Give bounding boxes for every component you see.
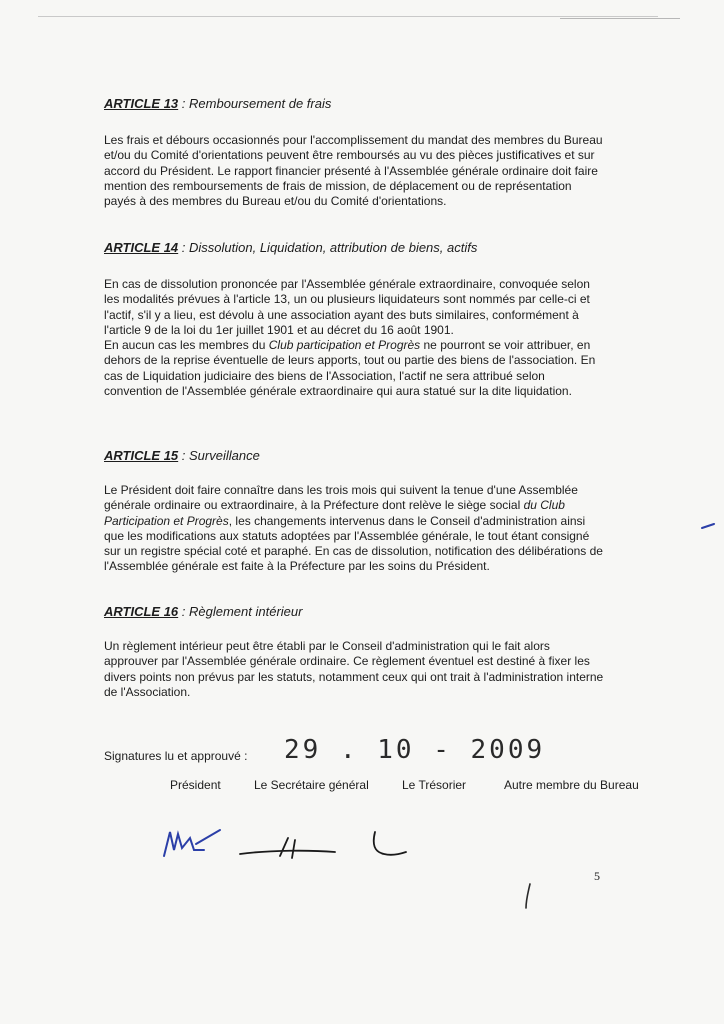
text-run: Les frais et débours occasionnés pour l'accomplissement du mandat des membres du Bureau et/ou du Comité d'orientations peuvent être remboursés au vu des pièces justificatives et sur accord du Président. Le rapport financier présenté à l'Assemblée générale ordinaire doit faire mention des remboursements de frais de mission, de déplacement ou de représentation payés à des membres du Bureau et/ou du Comité d'orientations. [104,133,603,209]
scan-edge-line [38,16,658,17]
italic-text: Club participation et Progrès [268,338,421,353]
text-run: , les changements intervenus dans le Conseil d'administration ainsi que les modifications aux statuts adoptées par l'Assemblée générale, le tout étant consigné sur un registre spécial coté et paraphé. En cas de dissolution, notification des délibérations de l'Assemblée générale est faite à la Préfecture par les soins du Président. [104,513,603,574]
handwritten-signatures [160,820,420,870]
text-run: Un règlement intérieur peut être établi par le Conseil d'administration qui le fait alors approuver par l'Assemblée générale ordinaire. Ce règlement éventuel est destiné à fixer les divers points non prévus par les statuts, notamment ceux qui ont trait à l'administration interne de l'Association. [104,639,604,699]
article-14 [104,240,604,399]
article-16 [104,604,604,700]
signature-treasurer [374,832,406,855]
role-treasurer: Le Trésorier [402,778,467,792]
article-paragraph [104,338,604,399]
role-president: Président [170,778,221,792]
article-paragraph [104,277,604,338]
article-paragraph [104,483,604,575]
article-heading: ARTICLE 14 : Dissolution, Liquidation, attribution de biens, actifs [104,240,478,255]
article-paragraphs [104,277,604,399]
article-paragraphs [104,483,604,575]
article-paragraph [104,133,604,209]
handwritten-date: 29 . 10 - 2009 [284,735,546,765]
page-number: 5 [594,869,600,883]
ink-mark [700,520,720,532]
italic-text: du Club Participation et Progrès [104,498,565,528]
article-heading: ARTICLE 16 : Règlement intérieur [104,604,303,619]
role-secretary: Le Secrétaire général [254,778,369,792]
article-paragraph [104,639,604,700]
article-paragraphs [104,639,604,700]
signature-president [164,830,220,856]
text-run: ne pourront se voir attribuer, en dehors de la reprise éventuelle de leurs apports, tout ou partie des biens de l'association. En cas de Liquidation judiciaire des biens de l'Association, l'actif ne sera attribué selon convention de l'Assemblée générale extraordinaire qui aura statué sur la dite liquidation. [104,338,596,399]
signature-label: Signatures lu et approuvé : [104,749,248,763]
article-paragraphs [104,133,604,209]
text-run: En cas de dissolution prononcée par l'Assemblée générale extraordinaire, convoquée selon les modalités prévues à l'article 13, un ou plusieurs liquidateurs sont nommés par celle-ci et l'actif, s'il y a lieu, est dévolu à une association ayant des buts similaires, conformément à l'article 9 de la loi du 1er juillet 1901 et au décret du 16 août 1901. [104,277,590,337]
article-13 [104,96,604,209]
scan-edge-line [560,18,680,19]
text-run: En aucun cas les membres du [104,338,269,353]
article-heading: ARTICLE 15 : Surveillance [104,448,260,463]
role-other-member: Autre membre du Bureau [504,778,639,792]
article-heading: ARTICLE 13 : Remboursement de frais [104,96,332,111]
text-run: Le Président doit faire connaître dans les trois mois qui suivent la tenue d'une Assemblée générale ordinaire ou extraordinaire, à la Préfecture dont relève le siège social [104,483,578,513]
article-15 [104,448,604,575]
ink-mark [520,880,536,910]
signature-secretary [240,838,335,858]
